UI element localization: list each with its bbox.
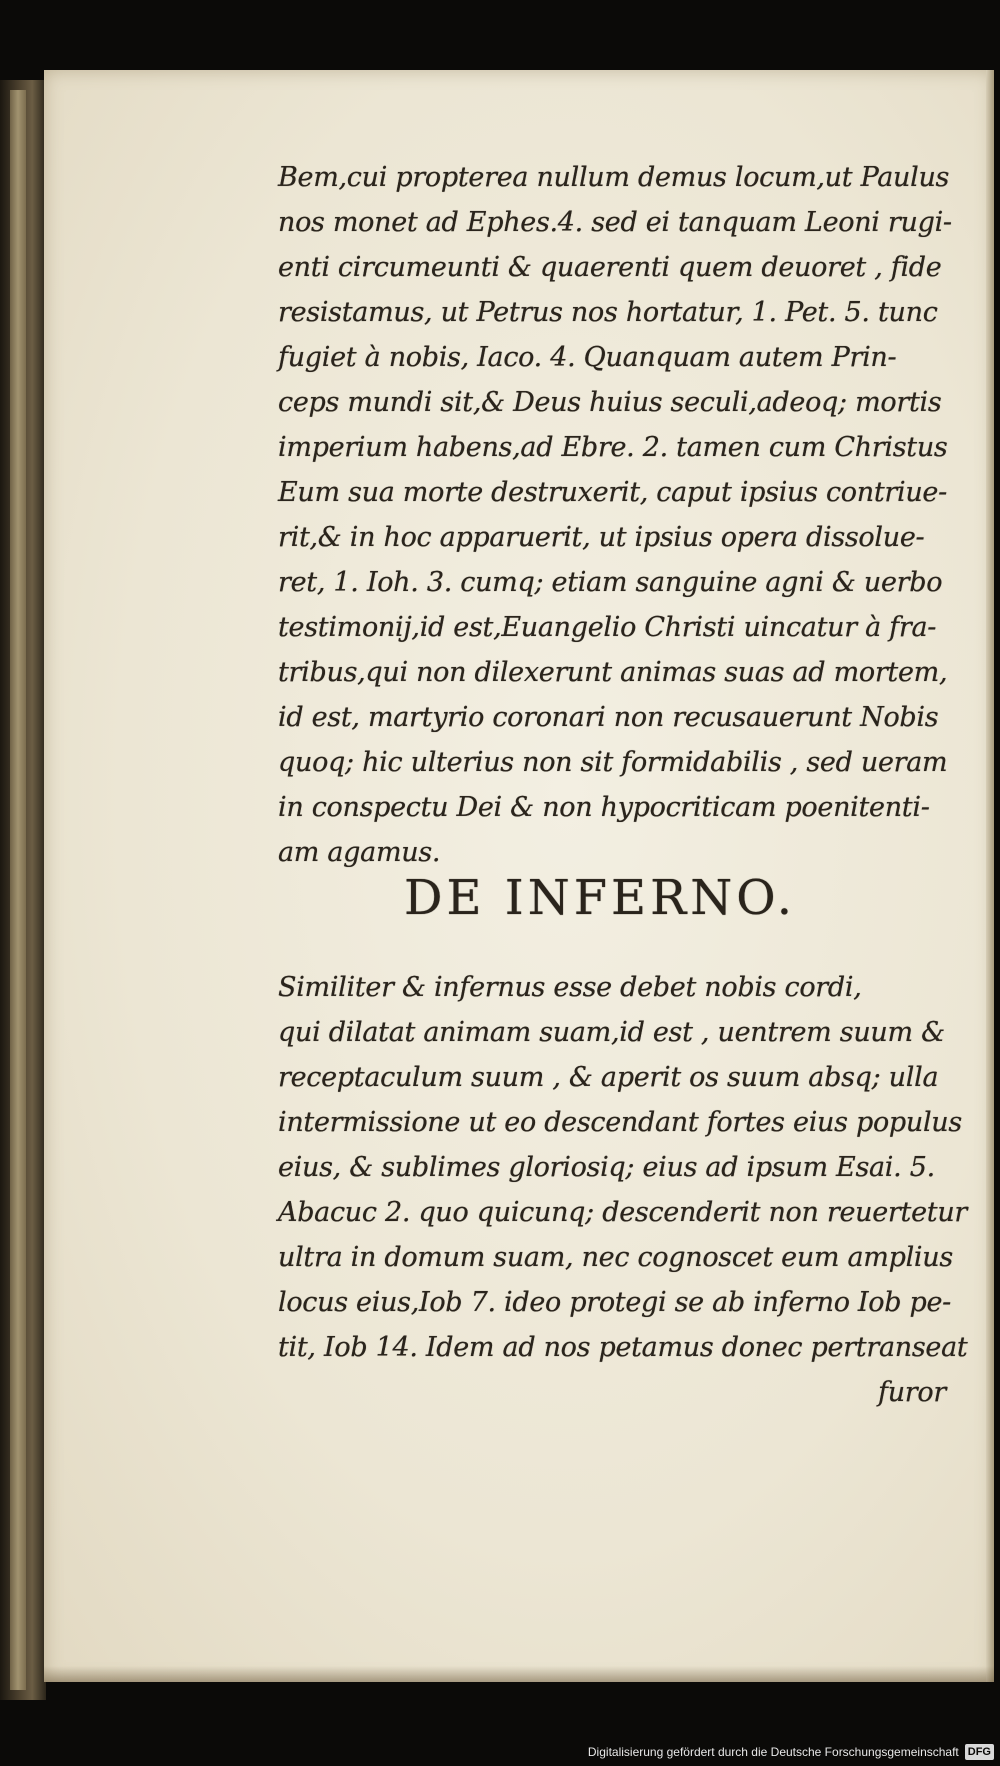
text-line: resistamus, ut Petrus nos hortatur, 1. Pet. 5. tunc: [278, 297, 938, 328]
text-line: Similiter & infernus esse debet nobis cordi,: [278, 972, 862, 1003]
text-line: tribus,qui non dilexerunt animas suas ad mortem,: [278, 657, 948, 688]
text-line: in conspectu Dei & non hypocriticam poenitenti-: [278, 792, 930, 823]
dfg-logo-icon: DFG: [965, 1744, 994, 1760]
text-line: ceps mundi sit,& Deus huius seculi,adeoq; mortis: [278, 387, 942, 418]
page-edge: [986, 70, 994, 1682]
text-line: receptaculum suum , & aperit os suum absq; ulla: [278, 1062, 939, 1093]
text-line: Eum sua morte destruxerit, caput ipsius contriue-: [278, 477, 947, 508]
binding-strip: [10, 90, 26, 1690]
text-line: rit,& in hoc apparuerit, ut ipsius opera dissolue-: [278, 522, 925, 553]
catchword: furor: [878, 1377, 946, 1408]
text-line: id est, martyrio coronari non recusauerunt Nobis: [278, 702, 939, 733]
footer-credit: Digitalisierung gefördert durch die Deutsche Forschungsgemeinschaft: [587, 1745, 959, 1759]
text-line: am agamus.: [278, 837, 441, 868]
text-line: locus eius,Iob 7. ideo protegi se ab inferno Iob pe-: [278, 1287, 952, 1318]
text-line: eius, & sublimes gloriosiq; eius ad ipsum Esai. 5.: [278, 1152, 935, 1183]
text-line: tit, Iob 14. Idem ad nos petamus donec pertranseat: [278, 1332, 968, 1363]
text-line: qui dilatat animam suam,id est , uentrem suum &: [278, 1017, 945, 1048]
text-line: Bem,cui propterea nullum demus locum,ut Paulus: [278, 162, 950, 193]
section-heading: DE INFERNO.: [404, 870, 797, 926]
text-line: ret, 1. Ioh. 3. cumq; etiam sanguine agni & uerbo: [278, 567, 943, 598]
text-line: quoq; hic ulterius non sit formidabilis , sed ueram: [278, 747, 948, 778]
text-line: ultra in domum suam, nec cognoscet eum amplius: [278, 1242, 953, 1273]
text-line: Abacuc 2. quo quicunq; descenderit non reuertetur: [278, 1197, 968, 1228]
page-shadow: [44, 1666, 994, 1682]
digitization-footer: [588, 1742, 994, 1762]
text-line: fugiet à nobis, Iaco. 4. Quanquam autem Prin-: [278, 342, 897, 373]
text-line: nos monet ad Ephes.4. sed ei tanquam Leoni rugi-: [278, 207, 952, 238]
text-line: intermissione ut eo descendant fortes eius populus: [278, 1107, 962, 1138]
text-line: testimonij,id est,Euangelio Christi uincatur à fra-: [278, 612, 937, 643]
text-line: imperium habens,ad Ebre. 2. tamen cum Christus: [278, 432, 948, 463]
text-line: enti circumeunti & quaerenti quem deuoret , fide: [278, 252, 942, 283]
